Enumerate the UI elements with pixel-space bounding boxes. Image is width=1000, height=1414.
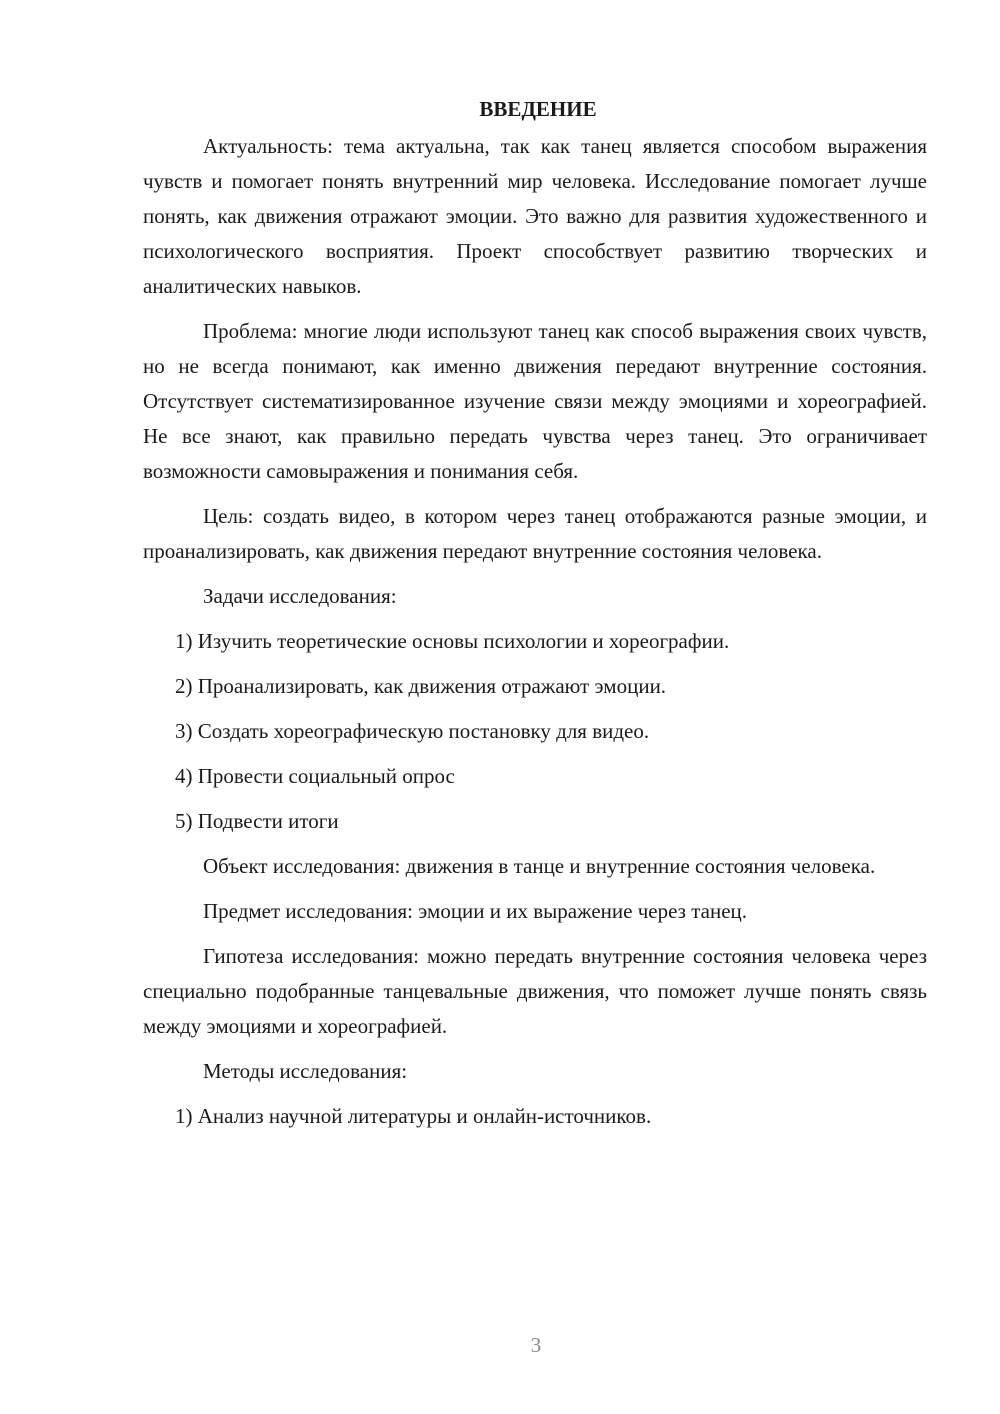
methods-label: Методы исследования: <box>203 1059 408 1083</box>
page-content <box>143 92 927 1144</box>
task-item: 1) Изучить теоретические основы психологии и хореографии. <box>175 629 730 653</box>
task-item: 4) Провести социальный опрос <box>175 764 455 788</box>
tasks-label: Задачи исследования: <box>203 584 397 608</box>
hypothesis-paragraph: Гипотеза исследования: можно передать внутренние состояния человека через специально подобранные танцевальные движения, что поможет лучше понять связь между эмоциями и хореографией. <box>143 944 927 1038</box>
subject-paragraph: Предмет исследования: эмоции и их выражение через танец. <box>203 899 748 923</box>
method-item: 1) Анализ научной литературы и онлайн-источников. <box>175 1104 652 1128</box>
page-number: 3 <box>530 1333 542 1357</box>
task-item: 3) Создать хореографическую постановку для видео. <box>175 719 650 743</box>
object-paragraph: Объект исследования: движения в танце и внутренние состояния человека. <box>203 854 876 878</box>
task-item: 5) Подвести итоги <box>175 809 339 833</box>
tasks-list <box>143 624 927 839</box>
goal-paragraph: Цель: создать видео, в котором через танец отображаются разные эмоции, и проанализировать, как движения передают внутренние состояния человека. <box>143 504 927 563</box>
problem-paragraph: Проблема: многие люди используют танец как способ выражения своих чувств, но не всегда понимают, как именно движения передают внутренние состояния. Отсутствует систематизированное изучение связи между эмоциями и хореографией. Не все знают, как правильно передать чувства через танец. Это ограничивает возможности самовыражения и понимания себя. <box>143 319 927 483</box>
section-title: ВВЕДЕНИЕ <box>479 97 597 121</box>
relevance-paragraph: Актуальность: тема актуальна, так как танец является способом выражения чувств и помогает понять внутренний мир человека. Исследование помогает лучше понять, как движения отражают эмоции. Это важно для развития художественного и психологического восприятия. Проект способствует развитию творческих и аналитических навыков. <box>143 134 927 298</box>
methods-list <box>143 1099 927 1134</box>
task-item: 2) Проанализировать, как движения отражают эмоции. <box>175 674 667 698</box>
